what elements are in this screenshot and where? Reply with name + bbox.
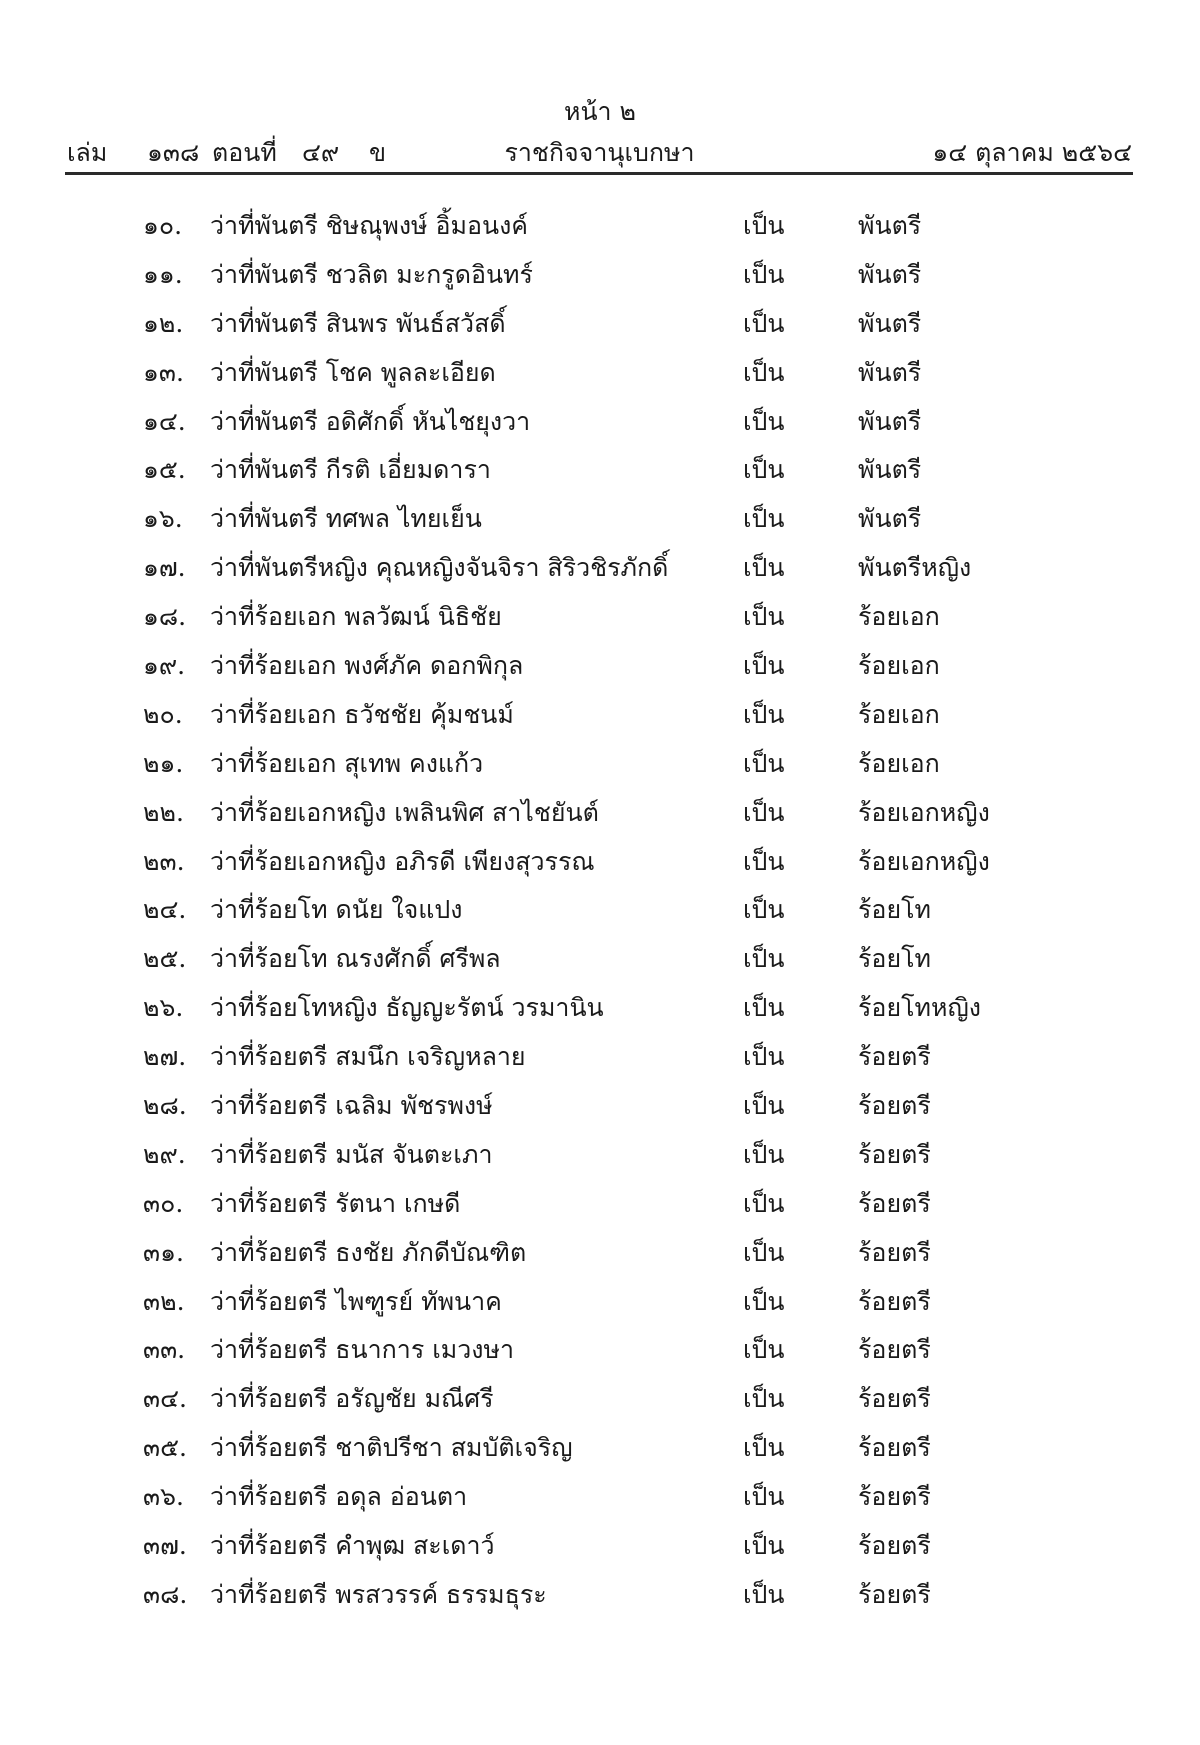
entry-number: ๓๕.	[143, 1433, 187, 1463]
list-item	[0, 257, 1200, 306]
entry-number: ๒๒.	[143, 797, 184, 827]
entry-rank: ร้อยตรี	[858, 1237, 931, 1267]
entry-name: ว่าที่พันตรี ชวลิต มะกรูดอินทร์	[210, 259, 533, 289]
issue-number: ๔๙	[302, 138, 340, 167]
entry-name: ว่าที่ร้อยเอก พงศ์ภัค ดอกพิกุล	[210, 651, 524, 681]
entry-number: ๒๕.	[143, 944, 187, 974]
entry-number: ๑๘.	[143, 602, 187, 632]
entry-name: ว่าที่ร้อยโทหญิง ธัญญะรัตน์ วรมานิน	[210, 993, 604, 1023]
entry-name: ว่าที่ร้อยตรี อรัญชัย มณีศรี	[210, 1384, 494, 1414]
entry-name: ว่าที่ร้อยตรี สมนึก เจริญหลาย	[210, 1042, 526, 1072]
entry-rank: พันตรี	[858, 211, 922, 240]
volume-label: เล่ม	[67, 138, 108, 167]
entry-rank: ร้อยตรี	[858, 1531, 931, 1561]
entry-number: ๓๔.	[143, 1384, 187, 1414]
entry-number: ๑๗.	[143, 553, 186, 583]
page-number: หน้า ๒	[563, 97, 637, 126]
entry-rank: พันตรี	[858, 504, 922, 534]
entry-number: ๒๗.	[143, 1042, 187, 1072]
entry-number: ๒๔.	[143, 895, 187, 925]
entry-name: ว่าที่ร้อยตรี รัตนา เกษดี	[210, 1188, 461, 1218]
entry-rank: พันตรี	[858, 357, 922, 387]
entry-number: ๒๑.	[143, 748, 184, 778]
entry-number: ๑๑.	[143, 259, 183, 289]
entry-number: ๑๕.	[143, 455, 186, 485]
entry-connector: เป็น	[743, 1433, 785, 1463]
entry-connector: เป็น	[743, 699, 785, 729]
entry-connector: เป็น	[743, 895, 785, 925]
entry-name: ว่าที่ร้อยเอก สุเทพ คงแก้ว	[210, 748, 484, 778]
list-item	[0, 1186, 1200, 1235]
entry-name: ว่าที่ร้อยโท ณรงศักดิ์ ศรีพล	[210, 944, 501, 974]
entry-number: ๑๐.	[143, 211, 183, 240]
entry-rank: พันตรี	[858, 406, 922, 436]
list-item	[0, 1479, 1200, 1528]
entry-connector: เป็น	[743, 1139, 785, 1169]
entry-rank: พันตรี	[858, 259, 922, 289]
entry-connector: เป็น	[743, 846, 785, 876]
entry-rank: พันตรี	[858, 308, 922, 338]
entry-number: ๒๐.	[143, 699, 183, 729]
entry-connector: เป็น	[743, 455, 785, 485]
entry-name: ว่าที่ร้อยตรี ชาติปรีชา สมบัติเจริญ	[210, 1433, 573, 1463]
entry-name: ว่าที่ร้อยตรี เฉลิม พัชรพงษ์	[210, 1091, 493, 1121]
entry-name: ว่าที่พันตรี ทศพล ไทยเย็น	[210, 504, 482, 534]
entry-connector: เป็น	[743, 797, 785, 827]
header-divider	[65, 172, 1133, 175]
list-item	[0, 1528, 1200, 1577]
list-item	[0, 892, 1200, 941]
entry-number: ๓๐.	[143, 1188, 184, 1218]
entry-connector: เป็น	[743, 553, 785, 583]
entry-rank: ร้อยเอกหญิง	[858, 846, 990, 876]
entry-connector: เป็น	[743, 308, 785, 338]
entry-rank: ร้อยตรี	[858, 1286, 931, 1316]
entry-name: ว่าที่ร้อยเอก พลวัฒน์ นิธิชัย	[210, 602, 502, 632]
entry-connector: เป็น	[743, 504, 785, 534]
list-item	[0, 452, 1200, 501]
list-item	[0, 1284, 1200, 1333]
entry-name: ว่าที่พันตรีหญิง คุณหญิงจันจิรา สิริวชิรภักดิ์	[210, 553, 669, 583]
entry-number: ๓๒.	[143, 1286, 185, 1316]
entry-connector: เป็น	[743, 993, 785, 1023]
entry-number: ๓๗.	[143, 1531, 187, 1561]
entry-number: ๓๑.	[143, 1237, 184, 1267]
entry-number: ๑๙.	[143, 651, 186, 681]
list-item	[0, 501, 1200, 550]
entry-connector: เป็น	[743, 651, 785, 681]
list-item	[0, 746, 1200, 795]
entry-rank: ร้อยเอก	[858, 699, 940, 729]
entry-name: ว่าที่พันตรี โชค พูลละเอียด	[210, 357, 496, 387]
entry-name: ว่าที่ร้อยตรี พรสวรรค์ ธรรมธุระ	[210, 1579, 547, 1609]
entry-rank: ร้อยตรี	[858, 1384, 931, 1414]
list-item	[0, 844, 1200, 893]
entry-connector: เป็น	[743, 602, 785, 632]
entry-connector: เป็น	[743, 211, 785, 240]
list-item	[0, 550, 1200, 599]
gazette-header	[67, 133, 1132, 167]
entry-rank: ร้อยตรี	[858, 1335, 931, 1365]
entry-connector: เป็น	[743, 259, 785, 289]
list-item	[0, 990, 1200, 1039]
publication-date: ๑๔ ตุลาคม ๒๕๖๔	[932, 138, 1132, 167]
volume-number: ๑๓๘	[147, 138, 200, 167]
list-item	[0, 697, 1200, 746]
entry-name: ว่าที่ร้อยตรี มนัส จันตะเภา	[210, 1139, 493, 1169]
list-item	[0, 355, 1200, 404]
entry-connector: เป็น	[743, 1335, 785, 1365]
entry-name: ว่าที่ร้อยตรี ธนาการ เมวงษา	[210, 1335, 514, 1365]
list-item	[0, 1235, 1200, 1284]
entry-number: ๑๓.	[143, 357, 184, 387]
entry-name: ว่าที่พันตรี สินพร พันธ์สวัสดิ์	[210, 308, 506, 338]
entry-rank: ร้อยโทหญิง	[858, 993, 981, 1023]
entry-name: ว่าที่ร้อยตรี คำพุฒ สะเดาว์	[210, 1531, 495, 1561]
entry-connector: เป็น	[743, 1091, 785, 1121]
entry-rank: ร้อยตรี	[858, 1091, 931, 1121]
list-item	[0, 648, 1200, 697]
entry-number: ๒๘.	[143, 1091, 187, 1121]
entry-rank: ร้อยเอก	[858, 748, 940, 778]
entry-number: ๑๔.	[143, 406, 186, 436]
list-item	[0, 1381, 1200, 1430]
entry-name: ว่าที่พันตรี กีรติ เอี่ยมดารา	[210, 455, 491, 485]
list-item	[0, 795, 1200, 844]
entry-rank: ร้อยตรี	[858, 1139, 931, 1169]
entry-number: ๓๓.	[143, 1335, 186, 1365]
appointment-list	[0, 208, 1200, 1626]
issue-label: ตอนที่	[212, 138, 277, 167]
entry-rank: ร้อยเอก	[858, 602, 940, 632]
entry-name: ว่าที่ร้อยตรี อดุล อ่อนตา	[210, 1482, 468, 1512]
entry-rank: ร้อยโท	[858, 944, 931, 974]
entry-connector: เป็น	[743, 748, 785, 778]
entry-rank: ร้อยตรี	[858, 1042, 931, 1072]
entry-number: ๒๖.	[143, 993, 184, 1023]
entry-name: ว่าที่พันตรี ชิษณุพงษ์ อิ้มอนงค์	[210, 211, 529, 240]
list-item	[0, 1137, 1200, 1186]
list-item	[0, 306, 1200, 355]
entry-name: ว่าที่ร้อยเอก ธวัชชัย คุ้มชนม์	[210, 699, 514, 729]
entry-connector: เป็น	[743, 944, 785, 974]
list-item	[0, 1577, 1200, 1626]
entry-name: ว่าที่ร้อยตรี ไพฑูรย์ ทัพนาค	[210, 1286, 502, 1316]
entry-connector: เป็น	[743, 1531, 785, 1561]
entry-name: ว่าที่ร้อยโท ดนัย ใจแปง	[210, 895, 463, 925]
entry-rank: ร้อยเอกหญิง	[858, 797, 990, 827]
entry-number: ๓๘.	[143, 1579, 188, 1609]
entry-rank: ร้อยตรี	[858, 1188, 931, 1218]
list-item	[0, 1332, 1200, 1381]
gazette-title: ราชกิจจานุเบกษา	[504, 138, 695, 167]
entry-name: ว่าที่ร้อยเอกหญิง อภิรดี เพียงสุวรรณ	[210, 846, 595, 876]
entry-rank: พันตรี	[858, 455, 922, 485]
list-item	[0, 941, 1200, 990]
entry-number: ๒๙.	[143, 1139, 186, 1169]
entry-rank: ร้อยตรี	[858, 1433, 931, 1463]
entry-rank: พันตรีหญิง	[858, 553, 972, 583]
entry-connector: เป็น	[743, 1482, 785, 1512]
entry-name: ว่าที่พันตรี อดิศักดิ์ หันไชยุงวา	[210, 406, 531, 436]
section-letter: ข	[369, 138, 387, 167]
entry-rank: ร้อยตรี	[858, 1579, 931, 1609]
entry-number: ๑๒.	[143, 308, 184, 338]
entry-rank: ร้อยโท	[858, 895, 931, 925]
entry-connector: เป็น	[743, 1042, 785, 1072]
entry-connector: เป็น	[743, 357, 785, 387]
list-item	[0, 1430, 1200, 1479]
entry-connector: เป็น	[743, 1384, 785, 1414]
entry-number: ๑๖.	[143, 504, 183, 534]
list-item	[0, 208, 1200, 257]
entry-number: ๓๖.	[143, 1482, 184, 1512]
list-item	[0, 599, 1200, 648]
entry-connector: เป็น	[743, 1579, 785, 1609]
list-item	[0, 1039, 1200, 1088]
list-item	[0, 1088, 1200, 1137]
entry-connector: เป็น	[743, 406, 785, 436]
entry-rank: ร้อยเอก	[858, 651, 940, 681]
entry-name: ว่าที่ร้อยตรี ธงชัย ภักดีบัณฑิต	[210, 1237, 527, 1267]
list-item	[0, 404, 1200, 453]
entry-number: ๒๓.	[143, 846, 185, 876]
entry-connector: เป็น	[743, 1286, 785, 1316]
entry-connector: เป็น	[743, 1188, 785, 1218]
entry-rank: ร้อยตรี	[858, 1482, 931, 1512]
entry-connector: เป็น	[743, 1237, 785, 1267]
entry-name: ว่าที่ร้อยเอกหญิง เพลินพิศ สาไชยันต์	[210, 797, 599, 827]
